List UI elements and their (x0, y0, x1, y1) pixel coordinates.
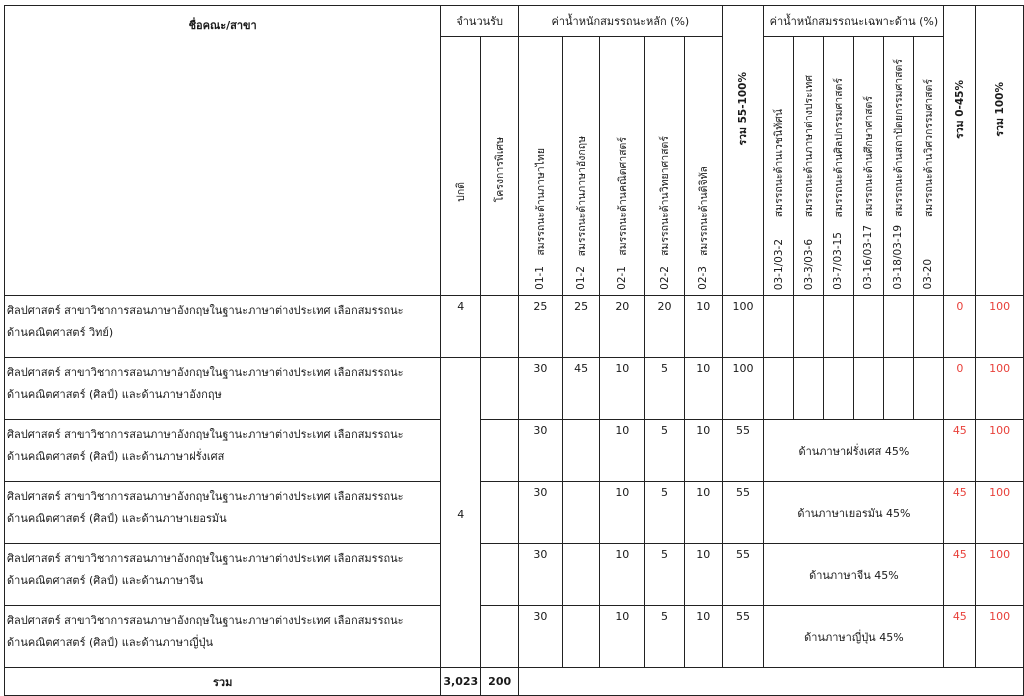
core-value: 25 (519, 296, 563, 358)
program-name: ศิลปศาสตร์ สาขาวิชาการสอนภาษาอังกฤษในฐานะภาษาต่างประเทศ เลือกสมรรถนะ ด้านคณิตศาสตร์ (ศิลป์) และด้านภาษาจีน (5, 544, 441, 606)
specific-value (794, 296, 824, 358)
intake-normal: 4 (441, 296, 481, 358)
core-value: 30 (519, 606, 563, 668)
core-value (562, 482, 600, 544)
core-total: 100 (722, 358, 764, 420)
specific-col-code: 03-7/03-15 (832, 232, 845, 290)
core-value: 5 (645, 358, 685, 420)
core-value: 10 (684, 296, 722, 358)
intake-header: จำนวนรับ (441, 6, 519, 37)
core-col-code: 02-1 (616, 266, 629, 290)
specific-col-code: 03-1/03-2 (772, 238, 785, 290)
core-col-code: 01-1 (534, 266, 547, 290)
core-weight-header: ค่าน้ำหนักสมรรถนะหลัก (%) (519, 6, 723, 37)
core-col-header: สมรรถนะด้านคณิตศาสตร์ 02-1 (600, 37, 645, 296)
intake-special (481, 482, 519, 544)
core-col-code: 02-3 (697, 266, 710, 290)
program-name: ศิลปศาสตร์ สาขาวิชาการสอนภาษาอังกฤษในฐานะภาษาต่างประเทศ เลือกสมรรถนะ ด้านคณิตศาสตร์ (ศิลป์) และด้านภาษาเยอรมัน (5, 482, 441, 544)
specific-value (824, 296, 854, 358)
core-total: 55 (722, 544, 764, 606)
intake-special (481, 420, 519, 482)
intake-special (481, 358, 519, 420)
core-value: 10 (600, 544, 645, 606)
core-value: 10 (600, 606, 645, 668)
core-value (562, 420, 600, 482)
table-row (5, 420, 1024, 482)
core-col-header: สมรรถนะด้านดิจิทัล 02-3 (684, 37, 722, 296)
core-value: 10 (684, 358, 722, 420)
grand-total: 100 (976, 544, 1024, 606)
specific-col-code: 03-18/03-19 (892, 225, 905, 290)
specific-requirement: ด้านภาษาญี่ปุ่น 45% (764, 606, 944, 668)
intake-normal-merged: 4 (441, 358, 481, 668)
core-value: 5 (645, 544, 685, 606)
specific-requirement: ด้านภาษาฝรั่งเศส 45% (764, 420, 944, 482)
core-value: 30 (519, 544, 563, 606)
program-name: ศิลปศาสตร์ สาขาวิชาการสอนภาษาอังกฤษในฐานะภาษาต่างประเทศ เลือกสมรรถนะ ด้านคณิตศาสตร์ (ศิลป์) และด้านภาษาฝรั่งเศส (5, 420, 441, 482)
specific-value (913, 296, 944, 358)
total-row-blank (519, 668, 1024, 696)
program-name: ศิลปศาสตร์ สาขาวิชาการสอนภาษาอังกฤษในฐานะภาษาต่างประเทศ เลือกสมรรถนะ ด้านคณิตศาสตร์ วิทย์) (5, 296, 441, 358)
core-value: 10 (600, 420, 645, 482)
admission-weight-table (4, 5, 1024, 696)
program-name: ศิลปศาสตร์ สาขาวิชาการสอนภาษาอังกฤษในฐานะภาษาต่างประเทศ เลือกสมรรถนะ ด้านคณิตศาสตร์ (ศิลป์) และด้านภาษาอังกฤษ (5, 358, 441, 420)
total-row (5, 668, 1024, 696)
specific-total: 45 (944, 482, 976, 544)
grand-total: 100 (976, 296, 1024, 358)
core-value (562, 544, 600, 606)
specific-total: 0 (944, 296, 976, 358)
core-value: 30 (519, 358, 563, 420)
core-value: 5 (645, 606, 685, 668)
specific-value (853, 296, 883, 358)
core-total-header: รวม 55-100% (722, 6, 764, 296)
specific-col-code: 03-16/03-17 (862, 225, 875, 290)
total-special: 200 (481, 668, 519, 696)
grand-total: 100 (976, 482, 1024, 544)
specific-requirement: ด้านภาษาเยอรมัน 45% (764, 482, 944, 544)
core-value: 5 (645, 482, 685, 544)
grand-total: 100 (976, 358, 1024, 420)
specific-col-header: สมรรถนะด้านวิศวกรรมศาสตร์ 03-20 (913, 37, 944, 296)
specific-value (764, 358, 794, 420)
core-col-header: สมรรถนะด้านภาษาไทย 01-1 (519, 37, 563, 296)
specific-value (913, 358, 944, 420)
core-value: 25 (562, 296, 600, 358)
core-value: 10 (684, 420, 722, 482)
intake-special (481, 544, 519, 606)
core-col-code: 02-2 (658, 266, 671, 290)
core-value: 30 (519, 482, 563, 544)
specific-value (764, 296, 794, 358)
intake-normal-header: ปกติ (441, 37, 481, 296)
core-col-header: สมรรถนะด้านภาษาอังกฤษ 01-2 (562, 37, 600, 296)
specific-requirement: ด้านภาษาจีน 45% (764, 544, 944, 606)
faculty-header: ชื่อคณะ/สาขา (5, 6, 441, 296)
specific-weight-header: ค่าน้ำหนักสมรรถนะเฉพาะด้าน (%) (764, 6, 944, 37)
core-total: 55 (722, 606, 764, 668)
core-value: 30 (519, 420, 563, 482)
specific-col-code: 03-3/03-6 (802, 238, 815, 290)
grand-total: 100 (976, 606, 1024, 668)
core-value: 10 (684, 544, 722, 606)
core-value: 5 (645, 420, 685, 482)
grand-total-header: รวม 100% (976, 6, 1024, 296)
table-row (5, 482, 1024, 544)
specific-value (883, 358, 913, 420)
core-total: 55 (722, 482, 764, 544)
program-name: ศิลปศาสตร์ สาขาวิชาการสอนภาษาอังกฤษในฐานะภาษาต่างประเทศ เลือกสมรรถนะ ด้านคณิตศาสตร์ (ศิลป์) และด้านภาษาญี่ปุ่น (5, 606, 441, 668)
specific-col-code: 03-20 (922, 259, 935, 290)
core-total: 55 (722, 420, 764, 482)
core-col-code: 01-2 (575, 266, 588, 290)
total-label: รวม (5, 668, 441, 696)
specific-value (883, 296, 913, 358)
core-total: 100 (722, 296, 764, 358)
core-value: 20 (645, 296, 685, 358)
specific-value (824, 358, 854, 420)
table-row (5, 358, 1024, 420)
table-row (5, 606, 1024, 668)
specific-col-header: สมรรถนะด้านเวชนิทัศน์ 03-1/03-2 (764, 37, 794, 296)
core-col-header: สมรรถนะด้านวิทยาศาสตร์ 02-2 (645, 37, 685, 296)
specific-col-header: สมรรถนะด้านศึกษาศาสตร์ 03-16/03-17 (853, 37, 883, 296)
specific-total: 45 (944, 544, 976, 606)
core-value: 10 (600, 482, 645, 544)
core-value (562, 606, 600, 668)
core-value: 45 (562, 358, 600, 420)
core-value: 10 (684, 606, 722, 668)
intake-special (481, 296, 519, 358)
table-row (5, 544, 1024, 606)
table-row (5, 296, 1024, 358)
core-value: 20 (600, 296, 645, 358)
intake-special (481, 606, 519, 668)
total-normal: 3,023 (441, 668, 481, 696)
specific-col-header: สมรรถนะด้านศิลปกรรมศาสตร์ 03-7/03-15 (824, 37, 854, 296)
grand-total: 100 (976, 420, 1024, 482)
specific-col-header: สมรรถนะด้านสถาปัตยกรรมศาสตร์ 03-18/03-19 (883, 37, 913, 296)
specific-value (853, 358, 883, 420)
specific-value (794, 358, 824, 420)
header-row-top (5, 6, 1024, 37)
intake-special-header: โครงการพิเศษ (481, 37, 519, 296)
specific-total: 0 (944, 358, 976, 420)
core-value: 10 (684, 482, 722, 544)
specific-total-header: รวม 0-45% (944, 6, 976, 296)
core-value: 10 (600, 358, 645, 420)
specific-col-header: สมรรถนะด้านภาษาต่างประเทศ 03-3/03-6 (794, 37, 824, 296)
specific-total: 45 (944, 420, 976, 482)
specific-total: 45 (944, 606, 976, 668)
